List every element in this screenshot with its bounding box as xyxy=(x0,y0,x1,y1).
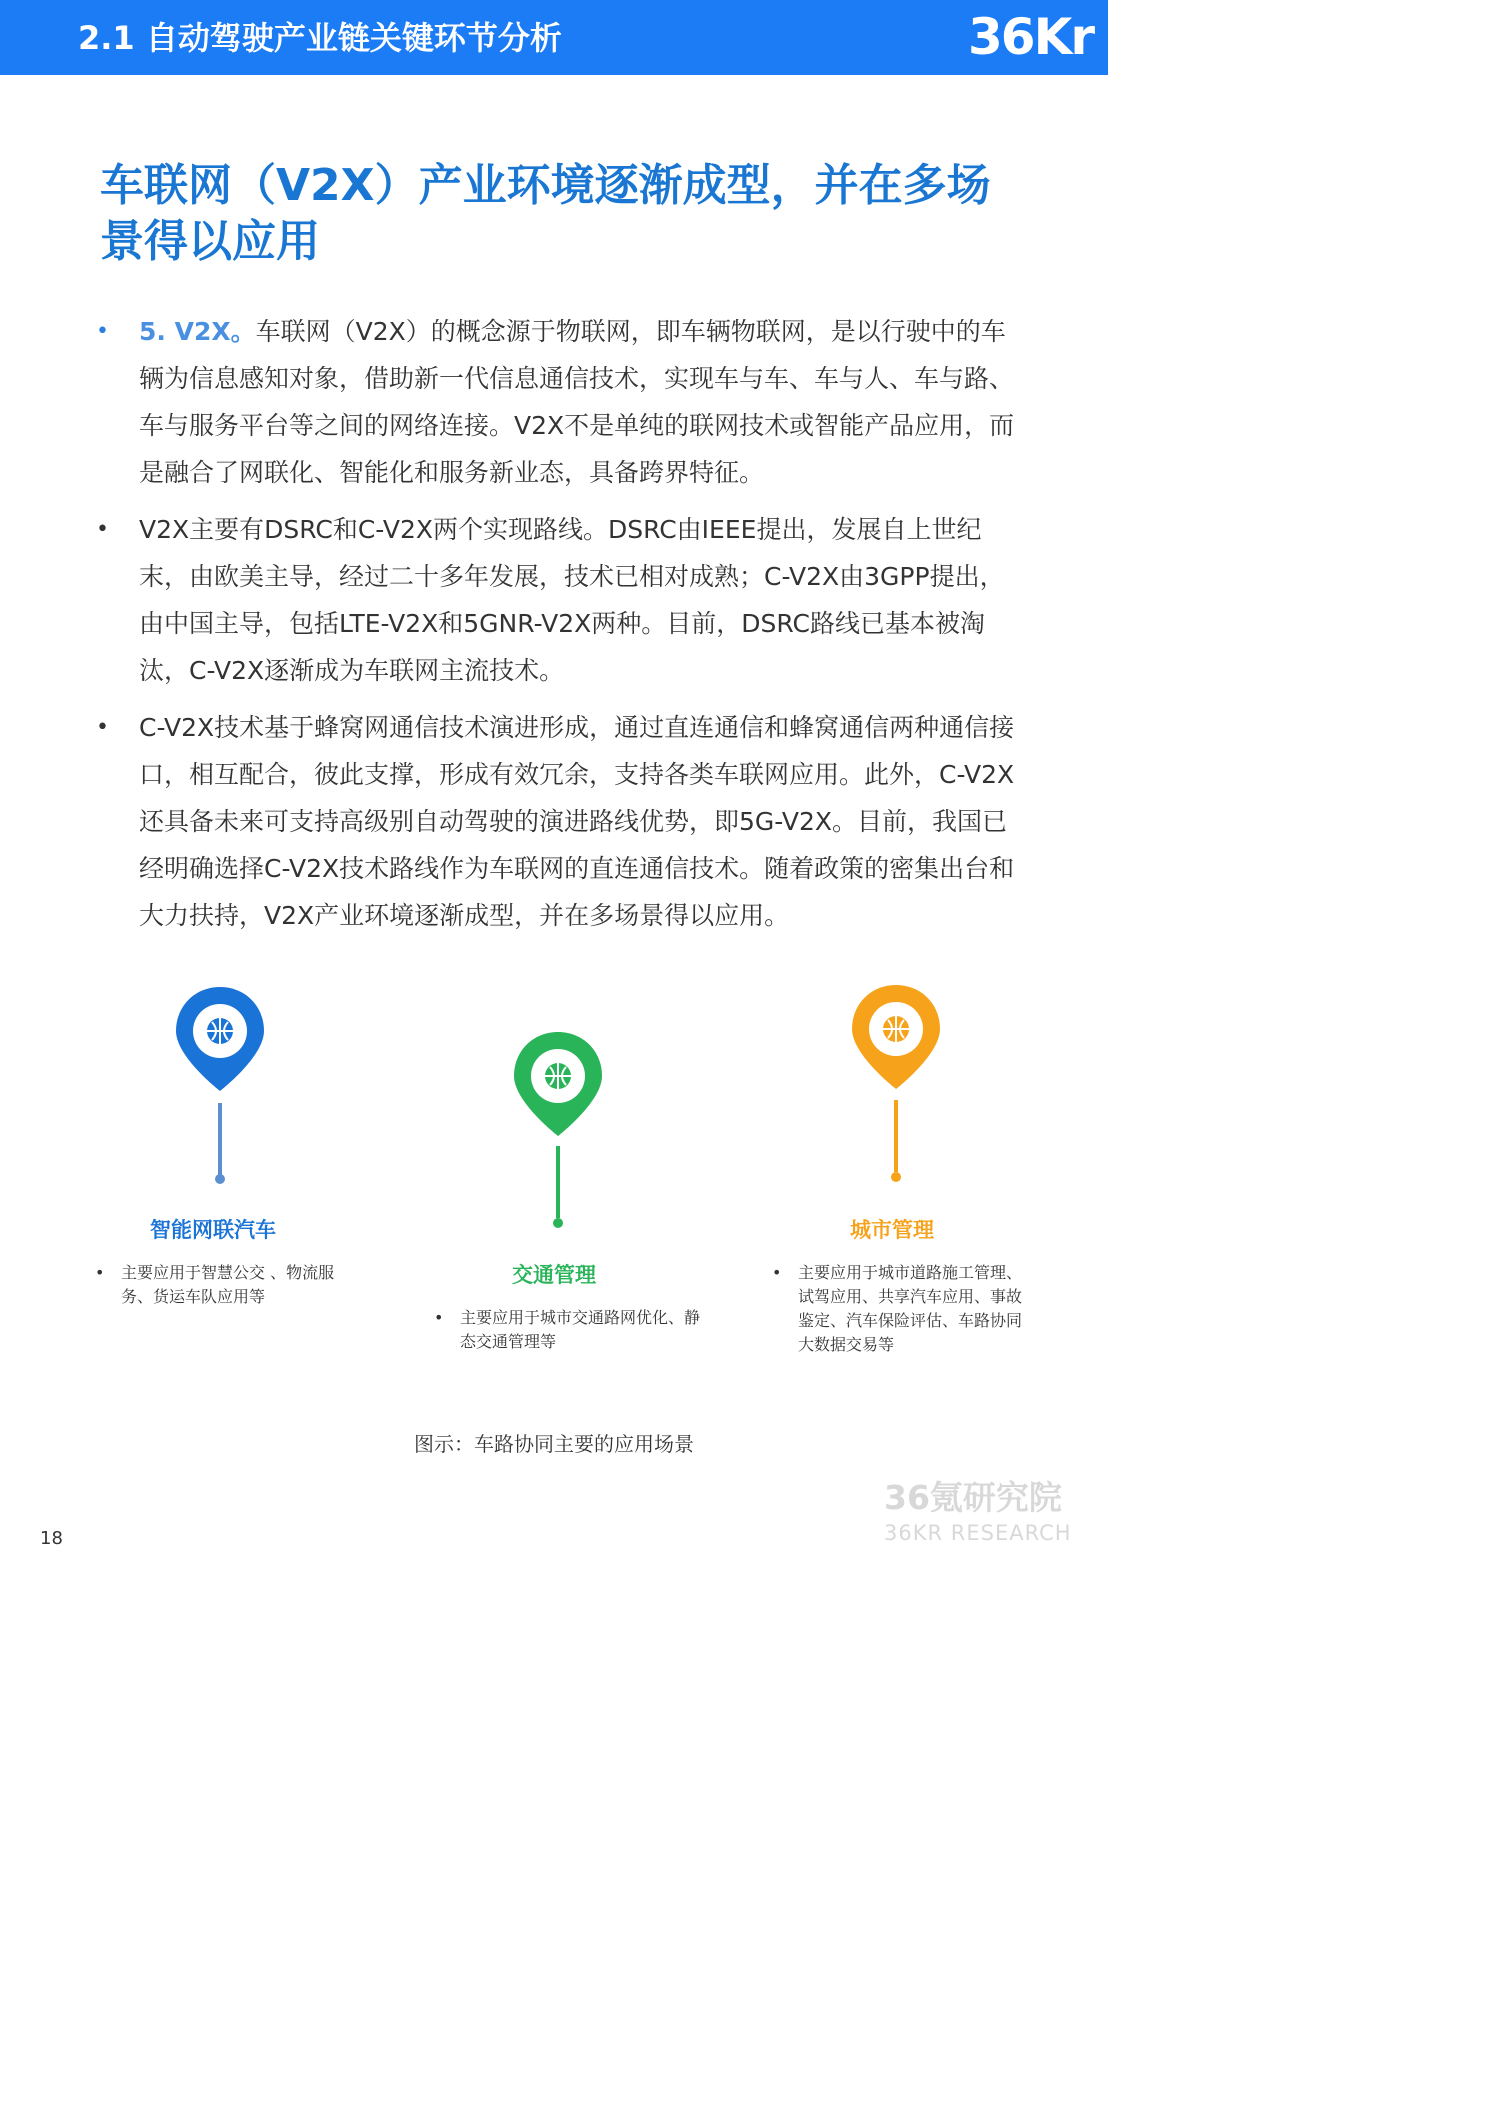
app-desc-text: 主要应用于智慧公交 、物流服务、货运车队应用等 xyxy=(121,1263,335,1306)
bullet-text: 车联网（V2X）的概念源于物联网，即车辆物联网，是以行驶中的车辆为信息感知对象，借助新一代信息通信技术，实现车与车、车与人、车与路、车与服务平台等之间的网络连接。V2X不是单纯的联网技术或智能产品应用，而是融合了网联化、智能化和服务新业态，具备跨界特征。 xyxy=(139,317,1015,487)
map-pin-icon xyxy=(174,985,266,1093)
bullet-item xyxy=(96,308,1021,496)
bullet-lead: 5. V2X。 xyxy=(139,317,256,346)
app-desc-city xyxy=(772,1261,1030,1357)
app-desc-text: 主要应用于城市交通路网优化、静态交通管理等 xyxy=(460,1308,701,1351)
brand-logo: 36Kr xyxy=(968,8,1093,66)
app-desc-traffic xyxy=(434,1306,701,1354)
bullet-text: V2X主要有DSRC和C-V2X两个实现路线。DSRC由IEEE提出，发展自上世纪末，由欧美主导，经过二十多年发展，技术已相对成熟；C-V2X由3GPP提出，由中国主导，包括LTE-V2X和5GNR-V2X两种。目前，DSRC路线已基本被淘汰，C-V2X逐渐成为车联网主流技术。 xyxy=(139,515,1005,685)
connector-node xyxy=(891,1172,901,1182)
map-pin-icon xyxy=(512,1030,604,1138)
desc-marker: • xyxy=(95,1263,105,1282)
desc-marker: • xyxy=(772,1263,782,1282)
desc-marker: • xyxy=(434,1308,444,1327)
globe-icon xyxy=(207,1018,233,1044)
connector-line xyxy=(894,1100,898,1172)
app-title-city: 城市管理 xyxy=(850,1218,934,1242)
globe-icon xyxy=(883,1016,909,1042)
header-bar xyxy=(0,0,1108,75)
connector-node xyxy=(215,1174,225,1184)
bullet-item xyxy=(96,704,1021,939)
bullet-marker: • xyxy=(96,517,109,542)
bullet-text: C-V2X技术基于蜂窝网通信技术演进形成，通过直连通信和蜂窝通信两种通信接口，相互配合，彼此支撑，形成有效冗余，支持各类车联网应用。此外，C-V2X还具备未来可支持高级别自动驾驶的演进路线优势，即5G-V2X。目前，我国已经明确选择C-V2X技术路线作为车联网的直连通信技术。随着政策的密集出台和大力扶持，V2X产业环境逐渐成型，并在多场景得以应用。 xyxy=(139,713,1015,930)
globe-icon xyxy=(545,1063,571,1089)
bullet-marker: • xyxy=(96,715,109,740)
page-title: 车联网（V2X）产业环境逐渐成型，并在多场景得以应用 xyxy=(100,160,991,267)
page-number: 18 xyxy=(40,1528,63,1549)
app-title-traffic: 交通管理 xyxy=(512,1263,596,1287)
map-pin-icon xyxy=(850,983,942,1091)
bullet-list xyxy=(96,308,1021,949)
connector-line xyxy=(556,1146,560,1218)
app-desc-text: 主要应用于城市道路施工管理、试驾应用、共享汽车应用、事故鉴定、汽车保险评估、车路协同大数据交易等 xyxy=(798,1263,1023,1354)
connector-line xyxy=(218,1103,222,1175)
figure-caption: 图示：车路协同主要的应用场景 xyxy=(414,1432,694,1456)
app-desc-vehicle xyxy=(95,1261,343,1309)
connector-node xyxy=(553,1218,563,1228)
footer-brand-cn: 36氪研究院 xyxy=(884,1478,1062,1517)
section-title: 2.1 自动驾驶产业链关键环节分析 xyxy=(78,19,562,57)
bullet-item xyxy=(96,506,1021,694)
app-title-vehicle: 智能网联汽车 xyxy=(150,1218,276,1242)
footer-brand-en: 36KR RESEARCH xyxy=(884,1521,1072,1545)
bullet-marker: • xyxy=(96,319,109,344)
